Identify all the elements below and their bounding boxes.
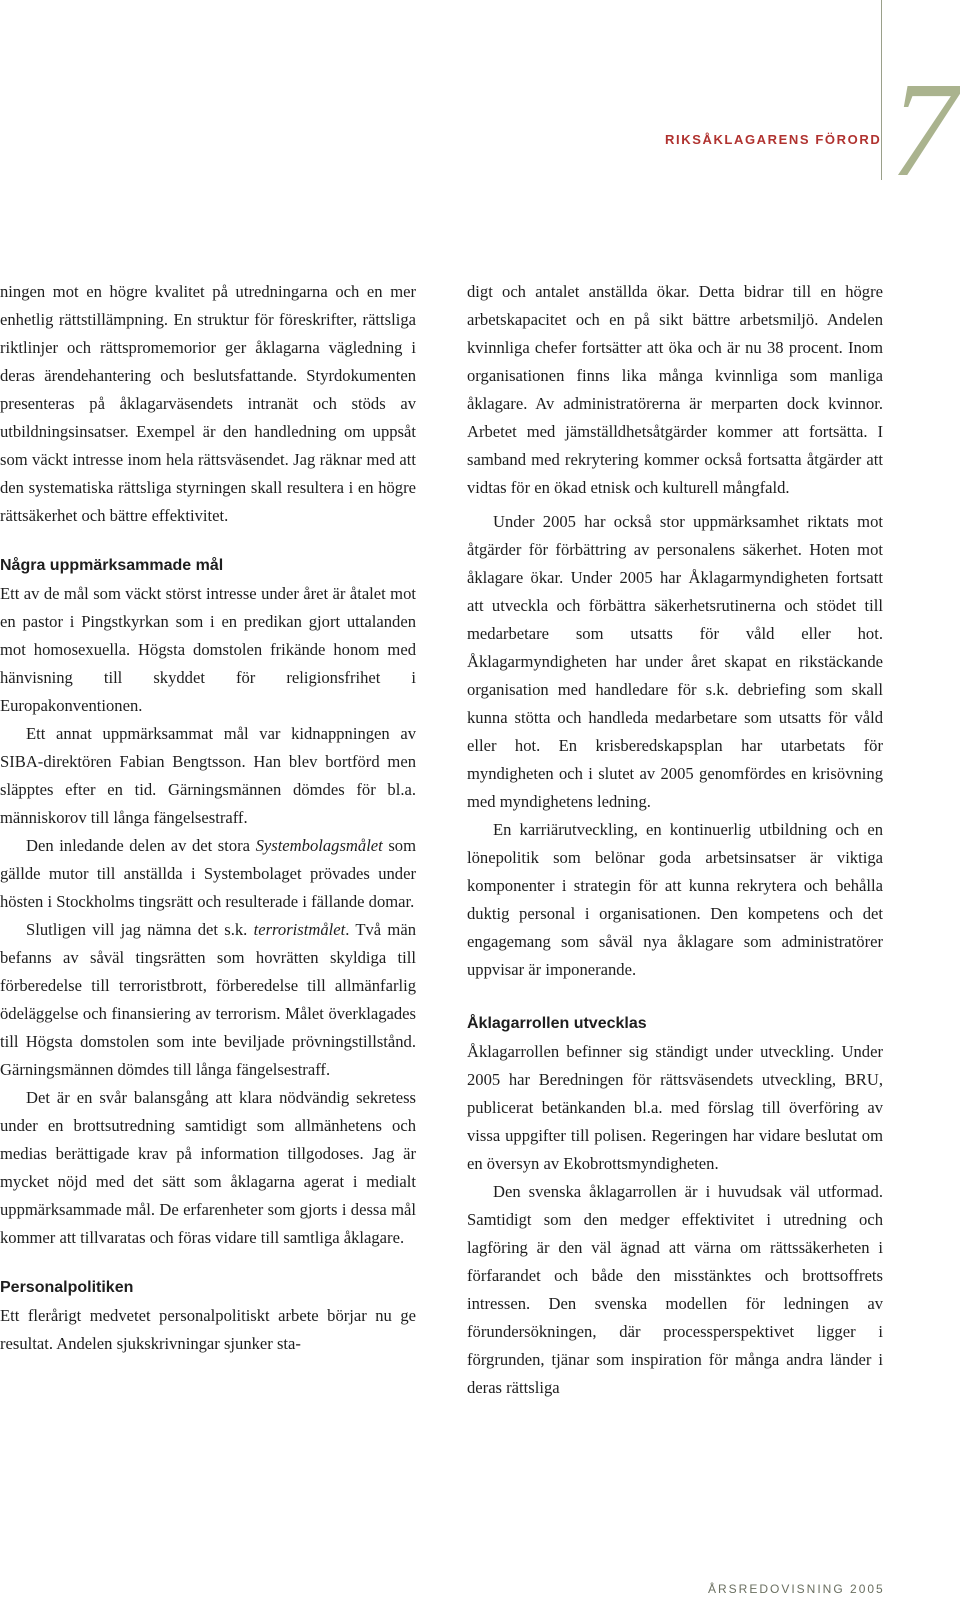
paragraph: Det är en svår balansgång att klara nödvändig sekretess under en brottsutredning samtidigt som allmänhetens och medias berättigade krav på information tillgodoses. Jag är mycket nöjd med det sätt som åklagarna agerat i medialt uppmärksammade mål. De erfarenheter som gjorts i dessa mål kommer att tillvaratas och föras vidare till samtliga åklagare. <box>0 1088 416 1247</box>
paragraph: ningen mot en högre kvalitet på utredningarna och en mer enhetlig rättstillämpning. En struktur för föreskrifter, rättsliga riktlinjer och rättspromemorior ger åklagarna vägledning i deras ärendehantering och beslutsfattande. Styrdokumenten presenteras på åklagarväsendets intranät och stöds av utbildningsinsatser. Exempel är den handledning om uppsåt som väckt intresse inom hela rättsväsendet. Jag räknar med att den systematiska rättsliga styrningen skall resultera i en högre rättsäkerhet och bättre effektivitet. <box>0 282 416 525</box>
paragraph: En karriärutveckling, en kontinuerlig utbildning och en lönepolitik som belönar goda arbetsinsatser är viktiga komponenter i strategin för att kunna rekrytera och behålla duktig personal i organisationen. Den kompetens och det engagemang som såväl nya åklagare som administratörer uppvisar är imponerande. <box>467 820 883 979</box>
paragraph <box>0 832 416 916</box>
section-heading: Personalpolitiken <box>0 1279 134 1296</box>
right-column <box>467 278 883 1402</box>
paragraph: Den svenska åklagarrollen är i huvudsak väl utformad. Samtidigt som den medger effektivitet i utredning och lagföring är den väl ägnad att värna om rättssäkerheten i förfarandet och både den misstänktes och brottsoffrets intressen. Den svenska modellen för ledningen av förundersökningen, där processperspektivet ligger i förgrunden, tjänar som inspiration för många andra länder i deras rättsliga <box>467 1182 883 1397</box>
text-segment: Den inledande delen av det stora <box>26 836 256 855</box>
page-number: 7 <box>890 55 958 205</box>
text-segment: som gällde mutor till anställda i Systembolaget prövades under hösten i Stockholms tingsrätt och resulterade i fällande domar. <box>0 836 416 911</box>
paragraph: Ett av de mål som väckt störst intresse under året är åtalet mot en pastor i Pingstkyrkan som i en predikan gjort uttalanden mot homosexuella. Högsta domstolen frikände honom med hänvisning till skyddet för religionsfrihet i Europakonventionen. <box>0 584 416 715</box>
italic-term: Systembolagsmålet <box>255 836 383 855</box>
paragraph: Ett flerårigt medvetet personalpolitiskt arbete börjar nu ge resultat. Andelen sjukskrivningar sjunker sta- <box>0 1306 416 1353</box>
italic-term: terroristmålet <box>253 920 346 939</box>
text-segment: . Två män befanns av såväl tingsrätten som hovrätten skyldiga till förberedelse till terroristbrott, förberedelse till allmänfarlig ödeläggelse och finansiering av terrorism. Målet överklagades till Högsta domstolen som inte beviljade prövningstillstånd. Gärningsmännen dömdes till långa fängelsestraff. <box>0 920 416 1079</box>
left-column <box>0 278 416 1358</box>
paragraph: digt och antalet anställda ökar. Detta bidrar till en högre arbetskapacitet och en på sikt bättre arbetsmiljö. Andelen kvinnliga chefer fortsätter att öka och är nu 38 procent. Inom organisationen finns lika många kvinnliga som manliga åklagare. Av administratörerna är merparten dock kvinnor. Arbetet med jämställdhetsåtgärder kommer att fortsätta. I samband med rekrytering kommer också fortsatta åtgärder att vidtas för en ökad etnisk och kulturell mångfald. <box>467 282 883 497</box>
paragraph <box>0 916 416 1084</box>
section-heading: Åklagarrollen utvecklas <box>467 1015 647 1032</box>
paragraph: Under 2005 har också stor uppmärksamhet riktats mot åtgärder för förbättring av personalens säkerhet. Hoten mot åklagare ökar. Under 2005 har Åklagarmyndigheten fortsatt att utveckla och förbättra säkerhetsrutinerna och stödet till medarbetare som utsatts för våld eller hot. Åklagarmyndigheten har under året skapat en rikstäckande organisation med handledare för s.k. debriefing som skall kunna stötta och handleda medarbetare som utsatts för våld eller hot. En krisberedskapsplan har utarbetats för myndigheten och i slutet av 2005 genomfördes en krisövning med myndighetens ledning. <box>467 512 883 811</box>
section-title: RIKSÅKLAGARENS FÖRORD <box>665 132 882 147</box>
text-segment: Slutligen vill jag nämna det s.k. <box>26 920 254 939</box>
header-divider-line <box>881 0 882 180</box>
paragraph: Åklagarrollen befinner sig ständigt under utveckling. Under 2005 har Beredningen för rättsväsendets utveckling, BRU, publicerat betänkanden bl.a. med förslag till överföring av vissa uppgifter till polisen. Regeringen har vidare beslutat om en översyn av Ekobrottsmyndigheten. <box>467 1042 883 1173</box>
section-heading: Några uppmärksammade mål <box>0 557 224 574</box>
footer-label: ÅRSREDOVISNING 2005 <box>708 1582 885 1596</box>
paragraph: Ett annat uppmärksammat mål var kidnappningen av SIBA-direktören Fabian Bengtsson. Han blev bortförd men släpptes efter en tid. Gärningsmännen dömdes för bl.a. människorov till långa fängelsestraff. <box>0 724 416 827</box>
